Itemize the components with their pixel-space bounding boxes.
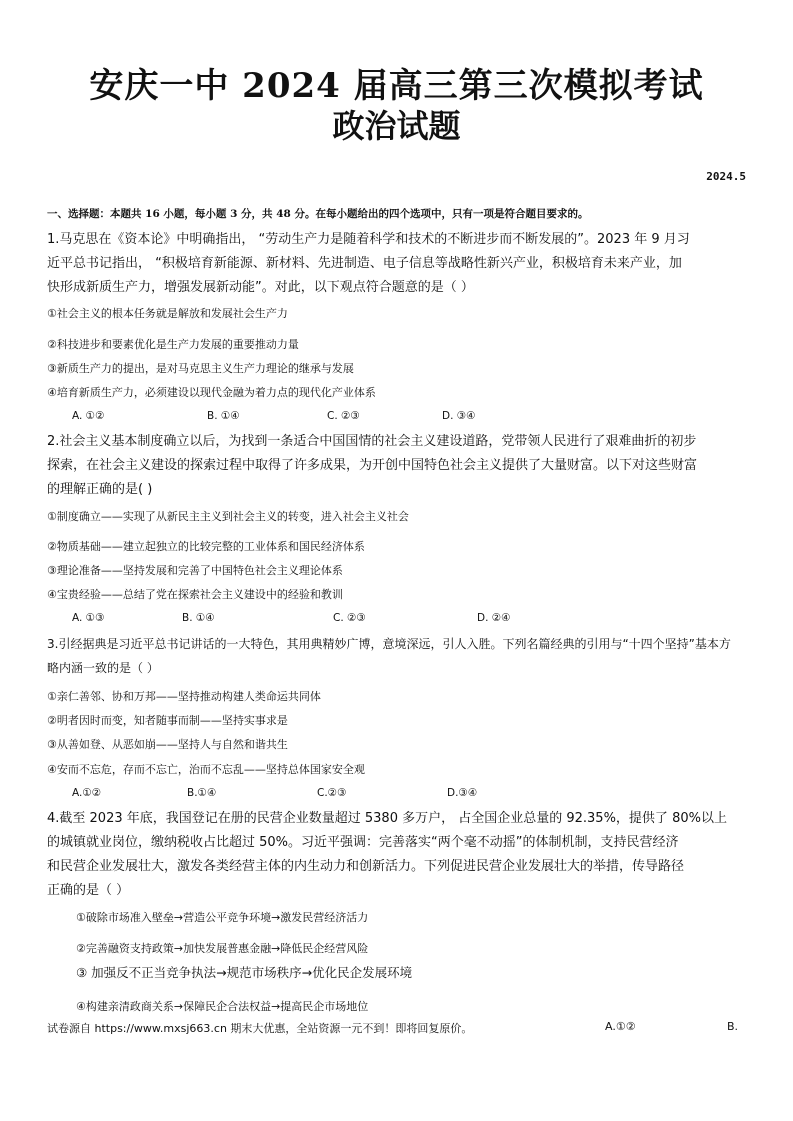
- question-3-option-3: ③从善如登、从恶如崩——坚持人与自然和谐共生: [47, 738, 288, 751]
- question-4-option-4: ④构建亲清政商关系→保障民企合法权益→提高民企市场地位: [76, 1000, 369, 1013]
- question-2-line-3: 的理解正确的是( ): [47, 482, 153, 497]
- question-4-line-1: 4.截至 2023 年底，我国登记在册的民营企业数量超过 5380 多万户， 占全国企业总量的 92.35%，提供了 80%以上: [47, 811, 727, 826]
- section-heading: 一、选择题：本题共 16 小题，每小题 3 分，共 48 分。在每小题给出的四个选项中，只有一项是符合题目要求的。: [47, 208, 589, 220]
- question-3-option-2: ②明者因时而变，知者随事而制——坚持实事求是: [47, 714, 288, 727]
- question-3-choice-c: C.②③: [317, 787, 347, 799]
- footer-watermark: 试卷源自 https://www.mxsj663.cn 期末大优惠，全站资源一元不到！即将回复原价。: [47, 1022, 473, 1035]
- question-2-stem: [47, 430, 749, 502]
- exam-title: 安庆一中 2024 届高三第三次模拟考试: [89, 66, 704, 106]
- question-3-option-4: ④安而不忘危，存而不忘亡，治而不忘乱——坚持总体国家安全观: [47, 763, 365, 776]
- question-4-line-2: 的城镇就业岗位，缴纳税收占比超过 50%。习近平强调：完善落实“两个毫不动摇”的体制机制，支持民营经济: [47, 835, 679, 850]
- question-1-choices: [47, 410, 749, 426]
- question-1-line-1: 1.马克思在《资本论》中明确指出， “劳动生产力是随着科学和技术的不断进步而不断发展的”。2023 年 9 月习: [47, 232, 690, 247]
- question-4-option-2: ②完善融资支持政策→加快发展普惠金融→降低民企经营风险: [76, 942, 369, 955]
- question-3-line-1: 3.引经据典是习近平总书记讲话的一大特色，其用典精妙广博，意境深远，引人入胜。下列名篇经典的引用与“十四个坚持”基本方: [47, 637, 731, 651]
- question-1-choice-c: C. ②③: [327, 410, 360, 422]
- question-3-choices: [47, 787, 749, 803]
- question-3-choice-a: A.①②: [72, 787, 102, 799]
- question-3-option-1: ①亲仁善邻、协和万邦——坚持推动构建人类命运共同体: [47, 690, 321, 703]
- question-2-option-4: ④宝贵经验——总结了党在探索社会主义建设中的经验和教训: [47, 588, 343, 601]
- question-1-option-2: ②科技进步和要素优化是生产力发展的重要推动力量: [47, 338, 299, 351]
- question-1-choice-d: D. ③④: [442, 410, 476, 422]
- question-1-option-3: ③新质生产力的提出，是对马克思主义生产力理论的继承与发展: [47, 362, 354, 375]
- question-4-option-3: ③ 加强反不正当竞争执法→规范市场秩序→优化民企发展环境: [76, 965, 413, 980]
- question-1-option-1: ①社会主义的根本任务就是解放和发展社会生产力: [47, 307, 288, 320]
- question-1-line-3: 快形成新质生产力，增强发展新动能”。对此，以下观点符合题意的是（ ）: [47, 280, 474, 295]
- question-2-option-1: ①制度确立——实现了从新民主主义到社会主义的转变，进入社会主义社会: [47, 510, 409, 523]
- question-2-choice-b: B. ①④: [182, 612, 215, 624]
- question-4-line-3: 和民营企业发展壮大，激发各类经营主体的内生动力和创新活力。下列促进民营企业发展壮大的举措，传导路径: [47, 859, 685, 874]
- question-2-choices: [47, 612, 749, 628]
- question-2-choice-a: A. ①③: [72, 612, 105, 624]
- question-1-line-2: 近平总书记指出， “积极培育新能源、新材料、先进制造、电子信息等战略性新兴产业，积极培育未来产业，加: [47, 256, 682, 271]
- question-2-choice-c: C. ②③: [333, 612, 366, 624]
- exam-date: 2024.5: [706, 170, 746, 183]
- exam-subtitle: 政治试题: [332, 107, 461, 145]
- question-4-option-1: ①破除市场准入壁垒→营造公平竞争环境→激发民营经济活力: [76, 911, 369, 924]
- question-1-choice-b: B. ①④: [207, 410, 240, 422]
- question-1-choice-a: A. ①②: [72, 410, 105, 422]
- question-3-choice-b: B.①④: [187, 787, 217, 799]
- question-2-line-2: 探索，在社会主义建设的探索过程中取得了许多成果，为开创中国特色社会主义提供了大量财富。以下对这些财富: [47, 458, 698, 473]
- question-4-choice-a: A.①②: [605, 1020, 636, 1033]
- question-3-choice-d: D.③④: [447, 787, 478, 799]
- question-3-stem: [47, 632, 749, 680]
- question-4-stem: [47, 807, 749, 903]
- question-2-option-3: ③理论准备——坚持发展和完善了中国特色社会主义理论体系: [47, 564, 343, 577]
- question-2-option-2: ②物质基础——建立起独立的比较完整的工业体系和国民经济体系: [47, 540, 365, 553]
- question-2-line-1: 2.社会主义基本制度确立以后，为找到一条适合中国国情的社会主义建设道路，党带领人民进行了艰难曲折的初步: [47, 434, 697, 449]
- question-3-line-2: 略内涵一致的是（ ）: [47, 661, 159, 675]
- question-1-stem: [47, 228, 749, 300]
- question-4-line-4: 正确的是（ ）: [47, 883, 130, 898]
- question-1-option-4: ④培育新质生产力，必须建设以现代金融为着力点的现代化产业体系: [47, 386, 376, 399]
- question-4-choice-b: B.: [727, 1020, 739, 1033]
- question-2-choice-d: D. ②④: [477, 612, 511, 624]
